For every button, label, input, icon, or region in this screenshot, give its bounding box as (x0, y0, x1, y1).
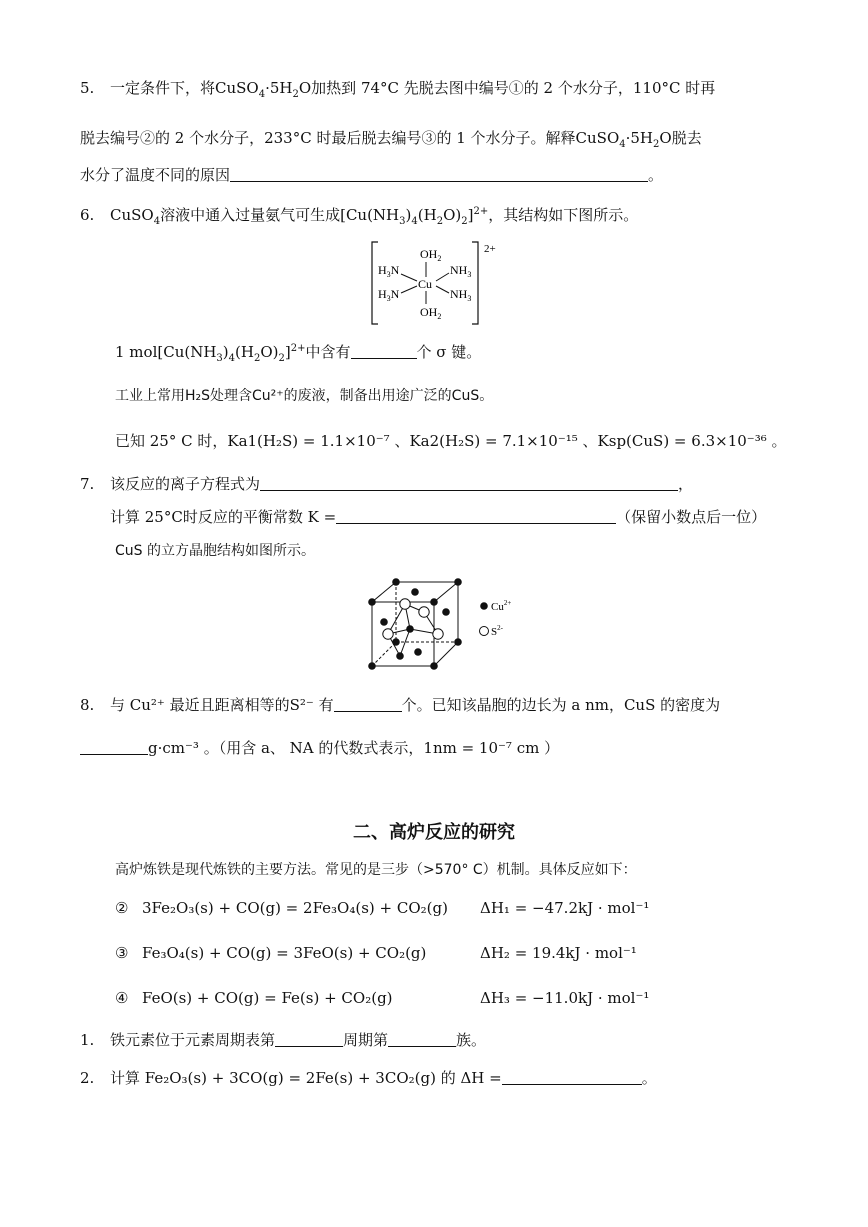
left-bracket (372, 242, 378, 324)
q5-number: 5. (80, 79, 95, 97)
cus-unit-cell-figure (360, 574, 530, 674)
reaction-mark: ③ (115, 944, 129, 962)
legend-s-dot (480, 627, 489, 636)
legend-cu-label: $Cu^{2+}$ (491, 599, 512, 613)
s2-q1-text: 铁元素位于元素周期表第 周期第 族。 (110, 1031, 487, 1049)
q8-text-2: g·cm⁻³ 。（用含 a、 NA 的代数式表示，1nm = 10⁻⁷ cm ） (80, 738, 559, 758)
ligand-left-top: $H_3N$ (378, 263, 400, 279)
ligand-right-bottom: $NH_3$ (450, 287, 472, 303)
reaction-equation: 3Fe₂O₃(s) + CO(g) = 2Fe₃O₄(s) + CO₂(g) (142, 899, 448, 917)
q7-text-2: 计算 25°C时反应的平衡常数 K = （保留小数点后一位） (110, 508, 767, 526)
reaction-mark: ④ (115, 989, 129, 1007)
reaction-enthalpy: ΔH₁ = −47.2kJ · mol⁻¹ (480, 899, 650, 917)
complex-structure-figure (368, 238, 508, 330)
reaction-equation: Fe₃O₄(s) + CO(g) = 3FeO(s) + CO₂(g) (142, 944, 427, 962)
reaction-equation: FeO(s) + CO(g) = Fe(s) + CO₂(g) (142, 989, 393, 1007)
q6-answer-blank[interactable] (351, 342, 417, 359)
q6-text-1: CuSO$_4$溶液中通入过量氨气可生成$[Cu(NH_3)_4(H_2O)_2]^{2+}$，其结构如下图所示。 (110, 206, 639, 227)
reaction-mark: ② (115, 899, 129, 917)
cu-atoms (368, 578, 462, 670)
reaction-enthalpy: ΔH₂ = 19.4kJ · mol⁻¹ (480, 944, 637, 962)
section-2-title: 二、高炉反应的研究 (353, 822, 515, 843)
q8-text-1: 与 Cu²⁺ 最近且距离相等的S²⁻ 有 个。已知该晶胞的边长为 a nm，CuS 的密度为 (110, 696, 721, 714)
metal-center: Cu (418, 277, 433, 291)
q5-text-2: 脱去编号②的 2 个水分子，233°C 时最后脱去编号③的 1 个水分子。解释$CuSO_4\cdot 5H_2O$脱去 (80, 129, 702, 150)
q6-number: 6. (80, 206, 95, 224)
ligand-right-top: $NH_3$ (450, 263, 472, 279)
legend-cu-dot (480, 602, 488, 610)
ligand-bottom: $OH_2$ (420, 305, 442, 321)
q6-intro-text: 工业上常用H₂S处理含Cu²⁺的废液，制备出用途广泛的CuS。 (115, 388, 494, 404)
delta-h-blank[interactable] (502, 1068, 642, 1085)
complex-charge: 2+ (484, 243, 496, 255)
s2-q2-text: 计算 Fe₂O₃(s) + 3CO(g) = 2Fe(s) + 3CO₂(g) 的 ΔH = 。 (110, 1069, 657, 1087)
q7-text-1: 该反应的离子方程式为 ， (110, 475, 694, 493)
q8-count-blank[interactable] (334, 695, 402, 712)
s2-q1-number: 1. (80, 1031, 95, 1049)
q7-equation-blank[interactable] (260, 474, 678, 491)
right-bracket (472, 242, 478, 324)
q5-text-1: 一定条件下，将$CuSO_4\cdot 5H_2O$加热到 74°C 先脱去图中编号①的 2 个水分子，110°C 时再 (110, 79, 716, 100)
q8-number: 8. (80, 696, 95, 714)
ligand-top: $OH_2$ (420, 247, 442, 263)
group-blank[interactable] (388, 1030, 456, 1047)
q5-text-3: 水分了温度不同的原因 。 (80, 166, 664, 184)
q6-sigma-question: 1 $mol[Cu(NH_3)_4(H_2O)_2]^{2+}$中含有 个 σ 键。 (115, 343, 482, 364)
q7-text-3: CuS 的立方晶胞结构如图所示。 (115, 543, 315, 559)
q7-number: 7. (80, 475, 95, 493)
period-blank[interactable] (275, 1030, 343, 1047)
q8-density-blank[interactable] (80, 738, 148, 755)
s2-q2-number: 2. (80, 1069, 95, 1087)
q6-known-text: 已知 25° C 时，Ka1(H₂S) = 1.1×10⁻⁷ 、Ka2(H₂S) = 7.1×10⁻¹⁵ 、Ksp(CuS) = 6.3×10⁻³⁶ 。 (115, 432, 787, 450)
q7-k-blank[interactable] (336, 507, 616, 524)
section-2-intro-text: 高炉炼铁是现代炼铁的主要方法。常见的是三步（>570° C）机制。具体反应如下： (115, 862, 637, 878)
q5-answer-blank[interactable] (230, 165, 648, 182)
legend-s-label: $S^{2-}$ (491, 624, 503, 638)
reaction-enthalpy: ΔH₃ = −11.0kJ · mol⁻¹ (480, 989, 650, 1007)
ligand-left-bottom: $H_3N$ (378, 287, 400, 303)
